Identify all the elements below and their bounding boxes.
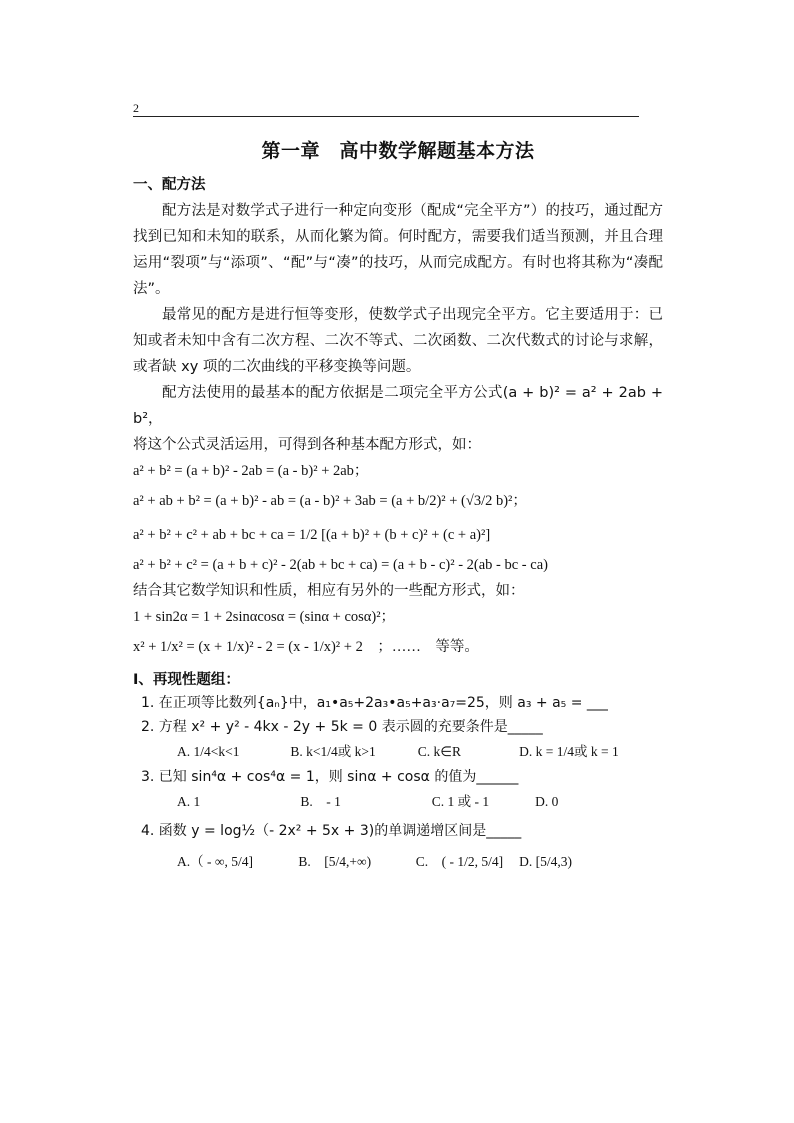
formula-4: a² + b² + c² = (a + b + c)² - 2(ab + bc + ca) = (a + b - c)² - 2(ab - bc - ca) [133,557,548,573]
option-d: D. [5/4,3) [519,854,572,869]
usage-paragraph: 最常见的配方是进行恒等变形，使数学式子出现完全平方。它主要适用于：已知或者未知中含有二次方程、二次不等式、二次函数、二次代数式的讨论与求解，或者缺 xy 项的二次曲线的平移变换等问题。 [133,307,663,375]
formula-3: a² + b² + c² + ab + bc + ca = 1/2 [(a + b)² + (b + c)² + (c + a)²] [133,527,491,543]
option-b: B. - 1 [300,794,341,809]
intro-paragraph: 配方法是对数学式子进行一种定向变形（配成“完全平方”）的技巧，通过配方找到已知和未知的联系，从而化繁为简。何时配方，需要我们适当预测，并且合理运用“裂项”与“添项”、“配”与“凑”的技巧，从而完成配方。有时也将其称为“凑配法”。 [133,203,663,297]
section-heading: 一、配方法 [133,177,206,193]
page-number: 2 [133,101,139,115]
question-1: 1. 在正项等比数列{aₙ}中，a₁•a₅+2a₃•a₅+a₃·a₇=25，则 a₃ + a₅ = ___ [141,695,608,711]
option-c: C. k∈R [417,744,462,759]
chapter-title: 第一章 高中数学解题基本方法 [261,140,535,162]
option-b: B. k<1/4或 k>1 [290,744,376,759]
basis-line-1: 配方法使用的最基本的配方依据是二项完全平方公式(a + b)² = a² + 2ab + b²， [133,385,663,427]
other-forms-text: 结合其它数学知识和性质，相应有另外的一些配方形式，如： [133,583,525,599]
option-d: D. k = 1/4或 k = 1 [519,744,619,759]
question-4-options [177,849,663,875]
question-3-options [177,789,663,815]
other-formula-2: x² + 1/x² = (x + 1/x)² - 2 = (x - 1/x)² + 2 ；…… 等等。 [133,639,479,655]
page-content [133,130,663,875]
option-a: A. 1 [177,794,201,809]
option-b: B. [5/4,+∞) [298,854,372,869]
option-a: A.（ - ∞, 5/4] [177,854,253,869]
option-d: D. 0 [535,794,559,809]
option-c: C. ( - 1/2, 5/4] [415,854,504,869]
question-2: 2. 方程 x² + y² - 4kx - 2y + 5k = 0 表示圆的充要条件是_____ [141,719,543,735]
option-a: A. 1/4<k<1 [177,744,240,759]
basis-line-2: 将这个公式灵活运用，可得到各种基本配方形式，如： [133,437,481,453]
question-2-options [177,739,663,765]
question-3: 3. 已知 sin⁴α + cos⁴α = 1，则 sinα + cosα 的值为______ [141,769,519,785]
other-formula-1: 1 + sin2α = 1 + 2sinαcosα = (sinα + cosα)²； [133,609,396,625]
formula-2: a² + ab + b² = (a + b)² - ab = (a - b)² + 3ab = (a + b/2)² + (√3/2 b)²； [133,493,527,509]
formula-1: a² + b² = (a + b)² - 2ab = (a - b)² + 2ab； [133,463,369,479]
header-rule [133,116,639,117]
option-c: C. 1 或 - 1 [431,794,490,809]
group-heading: Ⅰ、再现性题组： [133,672,240,688]
question-4: 4. 函数 y = log½（- 2x² + 5x + 3)的单调递增区间是_____ [141,823,522,839]
